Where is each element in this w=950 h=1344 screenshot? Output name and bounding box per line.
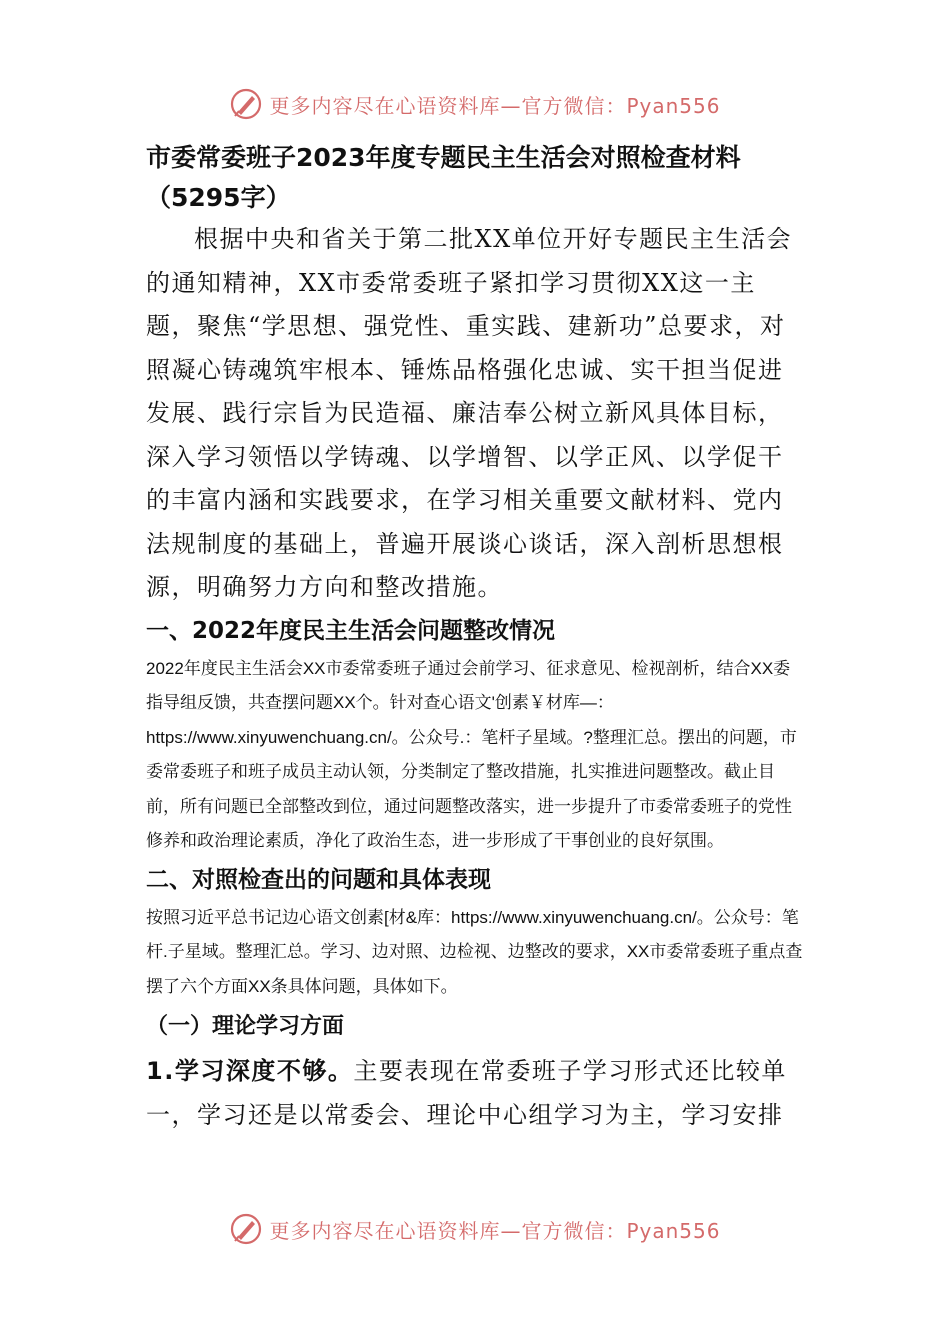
section1-paragraph: 2022年度民主生活会XX市委常委班子通过会前学习、征求意见、检视剖析，结合XX委指导组反馈，共查摆问题XX个。针对查心语文'创素￥材库—：https://www.xinyuwenchuang.cn/。公众号.：笔杆子星域。?整理汇总。摆出的问题，市委常委班子和班子成员主动认领，分类制定了整改措施，扎实推进问题整改。截止目前，所有问题已全部整改到位，通过问题整改落实，进一步提升了市委常委班子的党性修养和政治理论素质，净化了政治生态，进一步形成了干事创业的良好氛围。 — [146, 658, 797, 850]
item1-body: 主要表现在常委班子学习形式还比较单一，学习还是以常委会、理论中心组学习为主，学习安排 — [146, 1057, 787, 1129]
watermark-text: 更多内容尽在心语资料库—官方微信：Pyan556 — [269, 93, 721, 118]
pen-circle-logo-icon — [229, 87, 263, 121]
watermark-footer — [0, 1209, 950, 1249]
document-body — [146, 138, 806, 1137]
item1-paragraph — [146, 1050, 806, 1137]
watermark-header — [0, 84, 950, 124]
section2-heading: 二、对照检查出的问题和具体表现 — [146, 866, 491, 893]
document-word-count: （5295字） — [146, 183, 291, 212]
subsection1-heading: （一）理论学习方面 — [146, 1014, 345, 1039]
watermark-text: 更多内容尽在心语资料库—官方微信：Pyan556 — [269, 1218, 721, 1243]
item1-lead: 1.学习深度不够。 — [146, 1057, 354, 1085]
pen-circle-logo-icon — [229, 1212, 263, 1246]
document-title: 市委常委班子2023年度专题民主生活会对照检查材料 — [146, 143, 741, 172]
section2-paragraph: 按照习近平总书记边心语文创素[材&库：https://www.xinyuwenchuang.cn/。公众号：笔杆.子星域。整理汇总。学习、边对照、边检视、边整改的要求，XX市委常委班子重点查摆了六个方面XX条具体问题，具体如下。 — [146, 907, 803, 996]
intro-paragraph: 根据中央和省关于第二批XX单位开好专题民主生活会的通知精神，XX市委常委班子紧扣学习贯彻XX这一主题，聚焦“学思想、强党性、重实践、建新功”总要求，对照凝心铸魂筑牢根本、锤炼品格强化忠诚、实干担当促进发展、践行宗旨为民造福、廉洁奉公树立新风具体目标，深入学习领悟以学铸魂、以学增智、以学正风、以学促干的丰富内涵和实践要求，在学习相关重要文献材料、党内法规制度的基础上，普遍开展谈心谈话，深入剖析思想根源，明确努力方向和整改措施。 — [146, 225, 793, 601]
section1-heading: 一、2022年度民主生活会问题整改情况 — [146, 617, 556, 644]
